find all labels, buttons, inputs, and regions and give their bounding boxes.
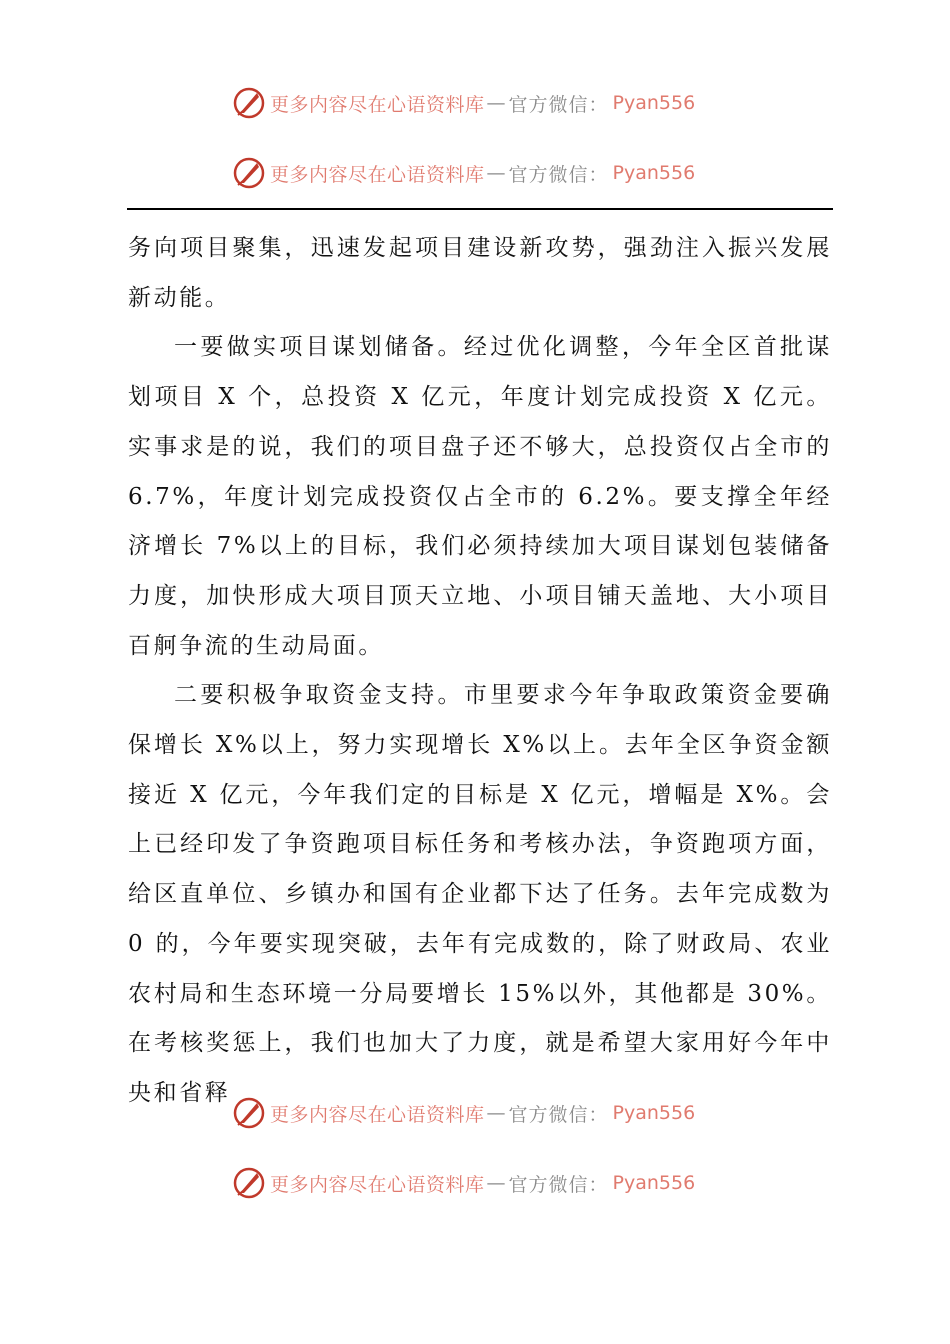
watermark-banner-top-2 bbox=[232, 156, 752, 190]
header-divider bbox=[127, 208, 833, 210]
watermark-brand: 更多内容尽在心语资料库 bbox=[270, 1173, 485, 1196]
watermark-id: Pyan556 bbox=[612, 1172, 696, 1194]
watermark-label: 官方微信： bbox=[508, 163, 609, 186]
watermark-dash: — bbox=[486, 92, 507, 114]
watermark-dash: — bbox=[486, 162, 507, 184]
paragraph-continuation: 务向项目聚集，迅速发起项目建设新攻势，强劲注入振兴发展新动能。 bbox=[128, 235, 832, 311]
quill-pen-icon bbox=[232, 156, 266, 190]
watermark-brand: 更多内容尽在心语资料库 bbox=[270, 163, 485, 186]
watermark-label: 官方微信： bbox=[508, 1103, 609, 1126]
paragraph-funding-support: 二要积极争取资金支持。市里要求今年争取政策资金要确保增长 X%以上，努力实现增长 X%以上。去年全区争资金额接近 X 亿元，今年我们定的目标是 X 亿元，增幅是 X%。会上已经印发了争资跑项目标任务和考核办法，争资跑项方面，给区直单位、乡镇办和国有企业都下达了任务。去年完成数为 0 的，今年要实现突破，去年有完成数的，除了财政局、农业农村局和生态环境一分局要增长 15%以外，其他都是 30%。在考核奖惩上，我们也加大了力度，就是希望大家用好今年中央和省释 bbox=[128, 682, 832, 1106]
watermark-id: Pyan556 bbox=[612, 1102, 696, 1124]
document-body bbox=[128, 224, 832, 1119]
paragraph-project-planning: 一要做实项目谋划储备。经过优化调整，今年全区首批谋划项目 X 个，总投资 X 亿元，年度计划完成投资 X 亿元。实事求是的说，我们的项目盘子还不够大，总投资仅占全市的 6.7%，年度计划完成投资仅占全市的 6.2%。要支撑全年经济增长 7%以上的目标，我们必须持续加大项目谋划包装储备力度，加快形成大项目顶天立地、小项目铺天盖地、大小项目百舸争流的生动局面。 bbox=[128, 334, 832, 659]
watermark-dash: — bbox=[486, 1102, 507, 1124]
watermark-id: Pyan556 bbox=[612, 162, 696, 184]
watermark-banner-bottom-2 bbox=[232, 1166, 752, 1200]
watermark-id: Pyan556 bbox=[612, 92, 696, 114]
watermark-brand: 更多内容尽在心语资料库 bbox=[270, 93, 485, 116]
quill-pen-icon bbox=[232, 86, 266, 120]
quill-pen-icon bbox=[232, 1166, 266, 1200]
watermark-label: 官方微信： bbox=[508, 1173, 609, 1196]
watermark-banner-top-1 bbox=[232, 86, 752, 120]
watermark-dash: — bbox=[486, 1172, 507, 1194]
quill-pen-icon bbox=[232, 1096, 266, 1130]
watermark-banner-bottom-1 bbox=[232, 1096, 752, 1130]
watermark-label: 官方微信： bbox=[508, 93, 609, 116]
watermark-brand: 更多内容尽在心语资料库 bbox=[270, 1103, 485, 1126]
